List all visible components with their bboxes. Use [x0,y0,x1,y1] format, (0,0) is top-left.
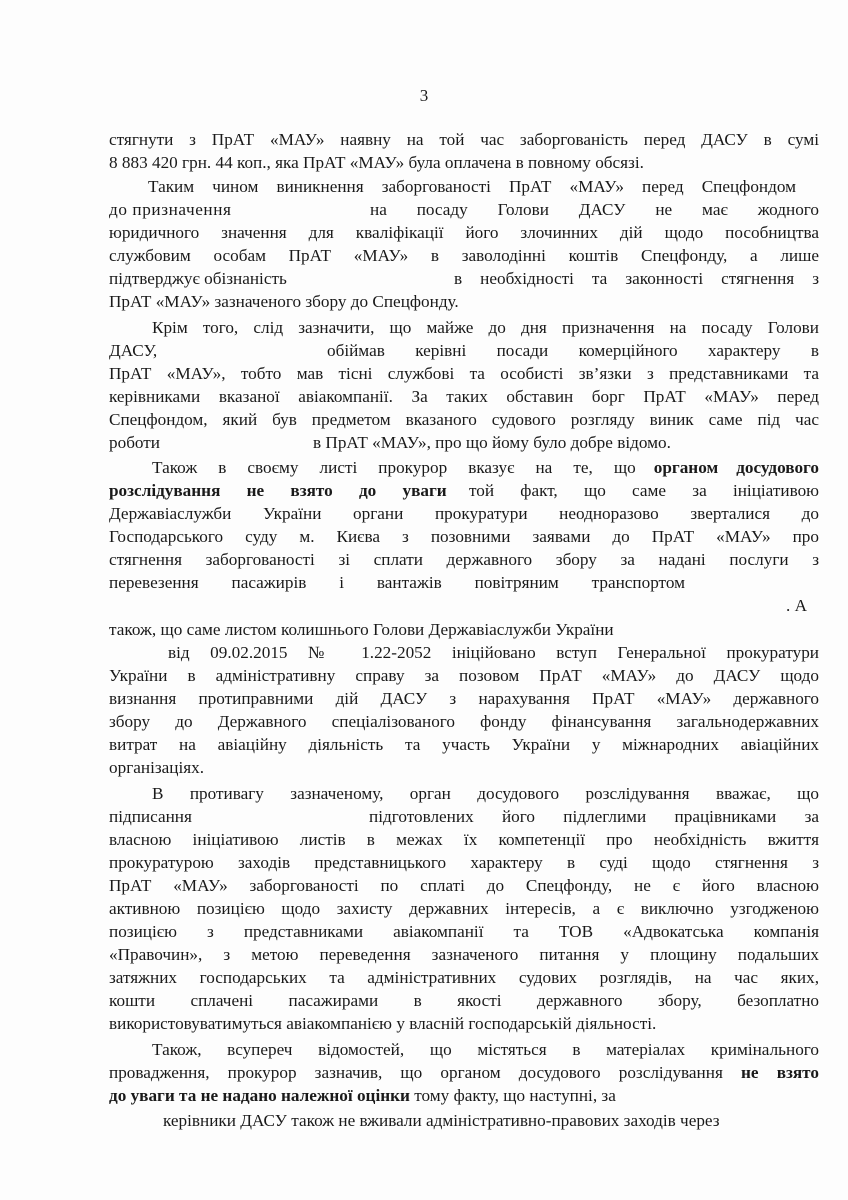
text-line: В противагу зазначеному, орган досудового розслідування вважає, що [152,784,819,803]
text-line: збору до Державного спеціалізованого фонду фінансування загальнодержавних [109,712,819,731]
text-line [109,1086,819,1106]
text-fragment: підготовлених його підлеглими працівниками за [369,807,819,826]
text-line: Таким чином виникнення заборгованості ПрАТ «МАУ» перед Спецфондом [148,177,796,196]
text-line: затяжних господарських та адміністративних судових розглядів, на час яких, [109,968,819,987]
text-line: Крім того, слід зазначити, що майже до дня призначення на посаду Голови [152,318,819,337]
text-line: використовуватимуться авіакомпанією у власній господарській діяльності. [109,1014,657,1033]
text-line: ПрАТ «МАУ» заборгованості по сплаті до Спецфонду, не є його власною [109,876,819,895]
text-line: стягнути з ПрАТ «МАУ» наявну на той час заборгованість перед ДАСУ в сумі [109,130,819,149]
text-line: України в адміністративну справу за позовом ПрАТ «МАУ» до ДАСУ щодо [109,666,819,685]
text-line: витрат на авіаційну діяльність та участь України у міжнародних авіаційних [109,735,819,754]
text-fragment: обіймав керівні посади комерційного характеру в [327,341,819,360]
text-fragment: на посаду Голови ДАСУ не має жодного [370,200,819,219]
text-line [109,200,819,220]
text-line: кошти сплачені пасажирами в якості державного збору, безоплатно [109,991,819,1010]
text-line: стягнення заборгованості зі сплати державного збору за надані послуги з [109,550,819,569]
text-line [152,458,819,478]
text-line: також, що саме листом колишнього Голови Державіаслужби України [109,620,614,639]
text-line: перевезення пасажирів і вантажів повітряним транспортом [109,573,685,592]
text-fragment: до призначення [109,200,232,219]
text-line: ПрАТ «МАУ» зазначеного збору до Спецфонду. [109,292,459,311]
text-line [109,433,819,453]
text-line: власною ініціативою листів в межах їх компетенції про необхідність вжиття [109,830,819,849]
text-fragment: підтверджує обізнаність [109,269,287,288]
text-line: «Правочин», з метою переведення зазначеного питання у площину подальших [109,945,819,964]
text-line [109,807,819,827]
text-fragment: в необхідності та законності стягнення з [454,269,819,288]
text-line: прокуратурою заходів представницького характеру в суді щодо стягнення з [109,853,819,872]
text-fragment: . А [786,596,808,615]
text-line: керівниками вказаної авіакомпанії. За таких обставин борг ПрАТ «МАУ» перед [109,387,819,406]
text-fragment: в ПрАТ «МАУ», про що йому було добре відомо. [313,433,671,452]
text-line: Державіаслужби України органи прокуратури неодноразово зверталися до [109,504,819,523]
text-line: Також, всупереч відомостей, що містяться в матеріалах кримінального [152,1040,819,1059]
text-line: Спецфондом, який був предметом вказаного судового розгляду виник саме під час [109,410,819,429]
text-line: службовим особам ПрАТ «МАУ» в заволодінні коштів Спецфонду, а лише [109,246,819,265]
text-line: організаціях. [109,758,205,777]
text-fragment: тому факту, що наступні, за [414,1086,616,1105]
text-line: керівники ДАСУ також не вживали адміністративно-правових заходів через [163,1111,720,1130]
bold-text: розслідування не взято до уваги [109,481,447,500]
text-fragment: Також в своєму листі прокурор вказує на те, що [152,458,636,477]
bold-text: до уваги та не надано належної оцінки [109,1086,410,1105]
text-fragment: підписання [109,807,192,826]
text-fragment: провадження, прокурор зазначив, що органом досудового розслідування [109,1063,723,1082]
text-line: від 09.02.2015 № 1.22-2052 ініційовано вступ Генеральної прокуратури [168,643,819,662]
page-number: 3 [419,86,429,105]
text-line [109,341,819,361]
text-line [109,481,819,501]
text-line: юридичного значення для кваліфікації його злочинних дій щодо пособництва [109,223,819,242]
text-line: визнання протиправними дій ДАСУ з нарахування ПрАТ «МАУ» державного [109,689,819,708]
bold-text: не взято [741,1063,819,1082]
text-line [109,269,819,289]
text-line [109,1063,819,1083]
text-fragment: роботи [109,433,161,452]
bold-text: органом досудового [653,458,820,477]
text-line: активною позицією щодо захисту державних інтересів, а є виключно узгодженою [109,899,819,918]
text-line: ПрАТ «МАУ», тобто мав тісні службові та особисті зв’язки з представниками та [109,364,819,383]
text-line: позицією з представниками авіакомпанії та ТОВ «Адвокатська компанія [109,922,819,941]
text-fragment: ДАСУ, [109,341,158,360]
text-fragment: той факт, що саме за ініціативою [468,481,820,500]
text-line: 8 883 420 грн. 44 коп., яка ПрАТ «МАУ» була оплачена в повному обсязі. [109,153,644,172]
text-line: Господарського суду м. Києва з позовними заявами до ПрАТ «МАУ» про [109,527,819,546]
